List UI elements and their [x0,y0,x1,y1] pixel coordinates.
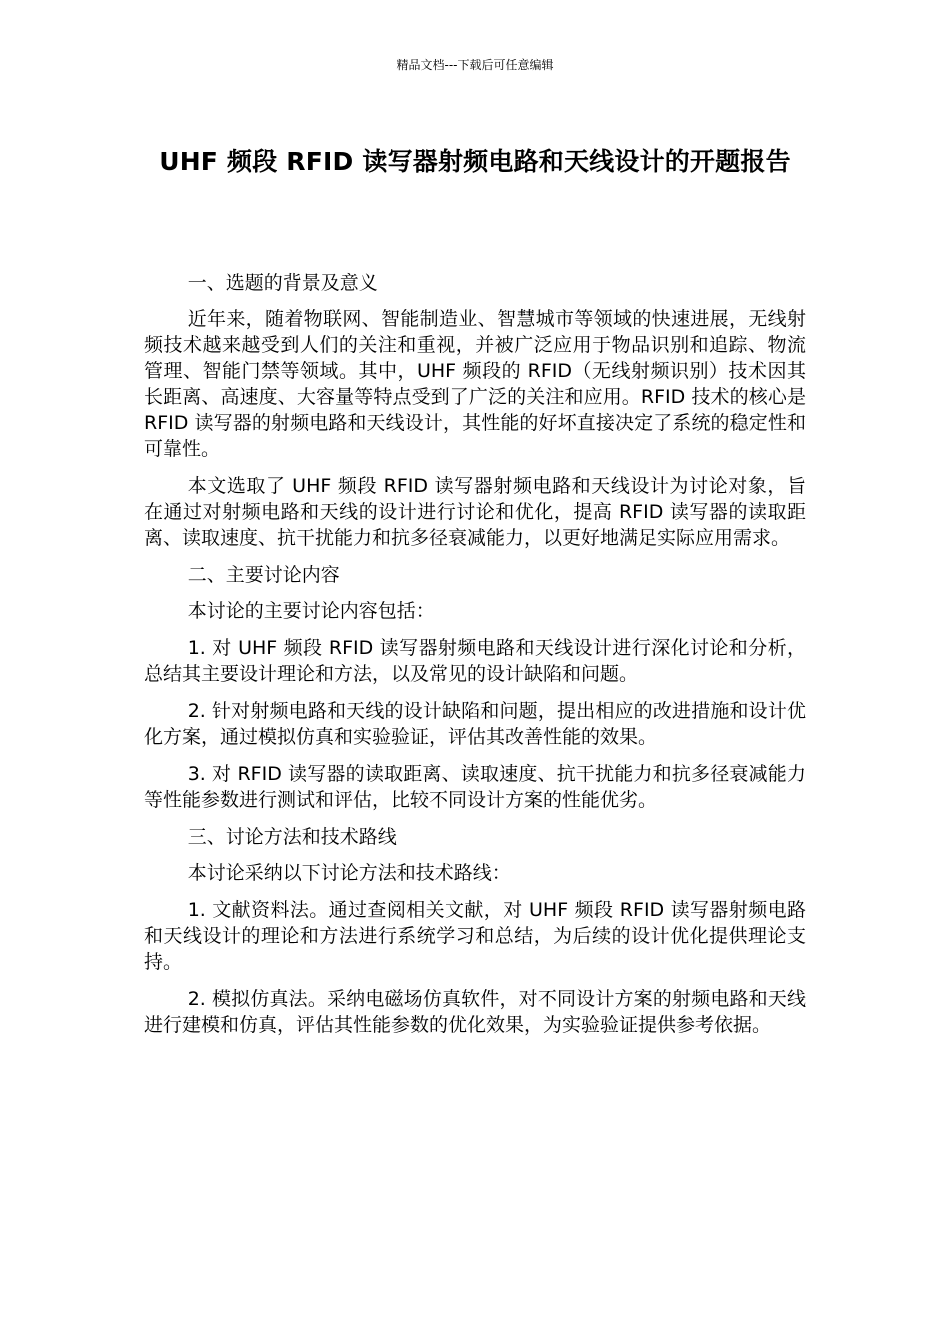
page-header: 精品文档---下载后可任意编辑 [396,58,554,72]
paragraph-background-1: 近年来，随着物联网、智能制造业、智慧城市等领域的快速进展，无线射频技术越来越受到人们的关注和重视，并被广泛应用于物品识别和追踪、物流管理、智能门禁等领域。其中，UHF 频段的 RFID（无线射频识别）技术因其长距离、高速度、大容量等特点受到了广泛的关注和应用。RFID 技术的核心是 RFID 读写器的射频电路和天线设计，其性能的好坏直接决定了系统的稳定性和可靠性。 [144,308,806,460]
document-body [144,270,806,1049]
section-heading-method: 三、讨论方法和技术路线 [187,826,397,848]
section-heading-content: 二、主要讨论内容 [187,564,340,586]
list-item-method-1: 1. 文献资料法。通过查阅相关文献，对 UHF 频段 RFID 读写器射频电路和天线设计的理论和方法进行系统学习和总结，为后续的设计优化提供理论支持。 [144,899,806,973]
list-item-content-3: 3. 对 RFID 读写器的读取距离、读取速度、抗干扰能力和抗多径衰减能力等性能参数进行测试和评估，比较不同设计方案的性能优劣。 [144,763,806,811]
paragraph-background-2: 本文选取了 UHF 频段 RFID 读写器射频电路和天线设计为讨论对象，旨在通过对射频电路和天线的设计进行讨论和优化，提高 RFID 读写器的读取距离、读取速度、抗干扰能力和抗多径衰减能力，以更好地满足实际应用需求。 [144,475,806,549]
paragraph-content-intro: 本讨论的主要讨论内容包括： [187,600,435,622]
document-title: UHF 频段 RFID 读写器射频电路和天线设计的开题报告 [159,147,791,176]
list-item-content-2: 2. 针对射频电路和天线的设计缺陷和问题，提出相应的改进措施和设计优化方案，通过模拟仿真和实验验证，评估其改善性能的效果。 [144,700,806,748]
list-item-content-1: 1. 对 UHF 频段 RFID 读写器射频电路和天线设计进行深化讨论和分析，总结其主要设计理论和方法，以及常见的设计缺陷和问题。 [144,637,806,685]
list-item-method-2: 2. 模拟仿真法。采纳电磁场仿真软件，对不同设计方案的射频电路和天线进行建模和仿真，评估其性能参数的优化效果，为实验验证提供参考依据。 [144,988,806,1036]
section-heading-background: 一、选题的背景及意义 [187,272,378,294]
paragraph-method-intro: 本讨论采纳以下讨论方法和技术路线： [187,862,511,884]
